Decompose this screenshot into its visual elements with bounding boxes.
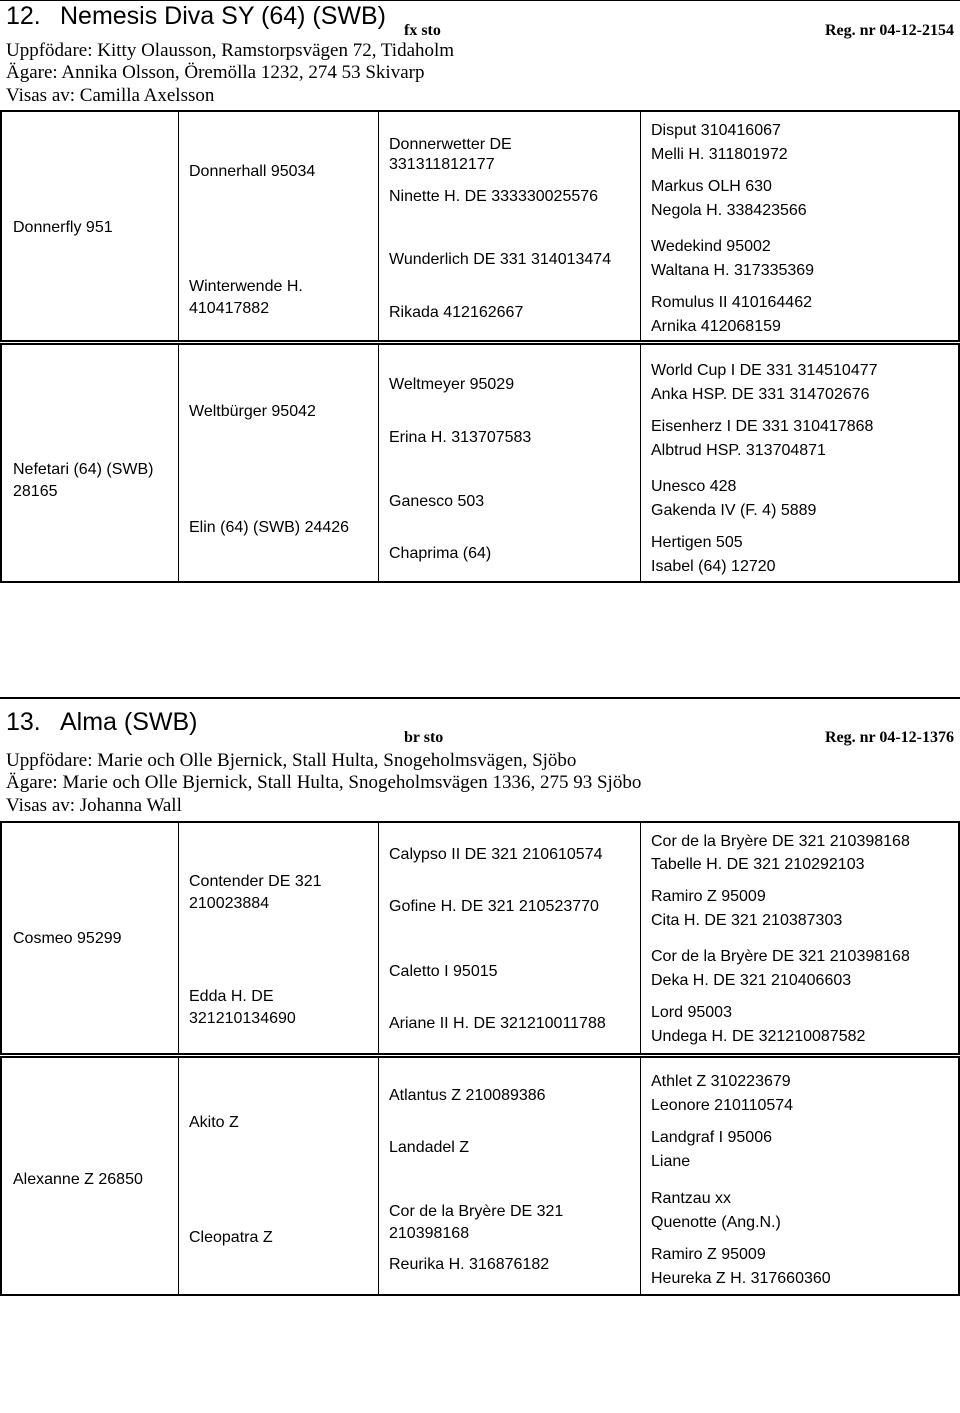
gggp-9: Athlet Z 310223679 xyxy=(651,1073,791,1090)
dam-line1: Nefetari (64) (SWB) xyxy=(13,461,154,478)
shown-by: Visas av: Johanna Wall xyxy=(6,795,182,816)
gggp-3: Markus OLH 630 xyxy=(651,178,772,195)
sire-dam-line2: 410417882 xyxy=(189,300,270,317)
dam-line2: 28165 xyxy=(13,483,58,500)
entry-number: 12. xyxy=(6,2,41,30)
gggp-9: World Cup I DE 331 314510477 xyxy=(651,362,878,379)
shown-by: Visas av: Camilla Axelsson xyxy=(6,85,215,106)
gggp-12: Albtrud HSP. 313704871 xyxy=(651,442,826,459)
gggp-7: Romulus II 410164462 xyxy=(651,294,812,311)
pedigree-sire-box xyxy=(0,821,960,1055)
dam-sire: Akito Z xyxy=(189,1114,239,1131)
gggp-5: Wedekind 95002 xyxy=(651,238,771,255)
sire-sire: Donnerhall 95034 xyxy=(189,163,316,180)
ggd-3: Erina H. 313707583 xyxy=(389,429,532,446)
ggs-1-line1: Donnerwetter DE xyxy=(389,136,512,153)
ggs-3: Weltmeyer 95029 xyxy=(389,376,515,393)
gggp-14: Quenotte (Ang.N.) xyxy=(651,1214,781,1231)
gggp-10: Anka HSP. DE 331 314702676 xyxy=(651,386,870,403)
ggd-1: Ninette H. DE 333330025576 xyxy=(389,188,599,205)
ggd-4: Chaprima (64) xyxy=(389,545,492,562)
gggp-13: Unesco 428 xyxy=(651,478,737,495)
gggp-11: Landgraf I 95006 xyxy=(651,1129,772,1146)
horse-name: Nemesis Diva SY (64) (SWB) xyxy=(60,2,386,30)
gggp-4: Cita H. DE 321 210387303 xyxy=(651,912,843,929)
reg-number: Reg. nr 04-12-1376 xyxy=(824,729,954,746)
gggp-6: Deka H. DE 321 210406603 xyxy=(651,972,852,989)
owner: Ägare: Marie och Olle Bjernick, Stall Hulta, Snogeholmsvägen 1336, 275 93 Sjöbo xyxy=(6,772,642,793)
sire: Cosmeo 95299 xyxy=(13,930,122,947)
gggp-12: Liane xyxy=(651,1153,691,1170)
gggp-15: Hertigen 505 xyxy=(651,534,743,551)
top-rule xyxy=(0,0,960,1)
gggp-1: Disput 310416067 xyxy=(651,122,781,139)
sire-sire-line1: Contender DE 321 xyxy=(189,873,322,890)
section-rule xyxy=(0,697,960,699)
ggd-3: Landadel Z xyxy=(389,1139,470,1156)
breeder: Uppfödare: Kitty Olausson, Ramstorpsvägen 72, Tidaholm xyxy=(6,40,455,61)
gggp-4: Negola H. 338423566 xyxy=(651,202,807,219)
gggp-10: Leonore 210110574 xyxy=(651,1097,794,1114)
ggs-3: Atlantus Z 210089386 xyxy=(389,1087,546,1104)
breeder: Uppfödare: Marie och Olle Bjernick, Stall Hulta, Snogeholmsvägen, Sjöbo xyxy=(6,750,577,771)
ggs-4-line1: Cor de la Bryère DE 321 xyxy=(389,1203,564,1220)
ggs-1-line2: 331311812177 xyxy=(389,156,495,173)
gggp-16: Isabel (64) 12720 xyxy=(651,558,776,575)
dam-dam: Cleopatra Z xyxy=(189,1229,273,1246)
gggp-8: Undega H. DE 321210087582 xyxy=(651,1028,866,1045)
sire: Donnerfly 951 xyxy=(13,219,113,236)
gggp-2: Melli H. 311801972 xyxy=(651,146,788,163)
ggd-2: Ariane II H. DE 321210011788 xyxy=(389,1015,606,1032)
sex-label: fx sto xyxy=(404,22,441,39)
sire-sire-line2: 210023884 xyxy=(189,895,270,912)
gggp-14: Gakenda IV (F. 4) 5889 xyxy=(651,502,817,519)
horse-name: Alma (SWB) xyxy=(60,708,198,736)
ggs-2: Caletto I 95015 xyxy=(389,963,498,980)
ggd-1: Gofine H. DE 321 210523770 xyxy=(389,898,599,915)
dam: Alexanne Z 26850 xyxy=(13,1171,143,1188)
gggp-16: Heureka Z H. 317660360 xyxy=(651,1270,831,1287)
pedigree-dam-box xyxy=(0,343,960,583)
gggp-7: Lord 95003 xyxy=(651,1004,732,1021)
gggp-15: Ramiro Z 95009 xyxy=(651,1246,766,1263)
gggp-3: Ramiro Z 95009 xyxy=(651,888,766,905)
gggp-2: Tabelle H. DE 321 210292103 xyxy=(651,856,865,873)
reg-number: Reg. nr 04-12-2154 xyxy=(824,22,954,39)
gggp-1: Cor de la Bryère DE 321 210398168 xyxy=(651,833,910,850)
ggs-2: Wunderlich DE 331 314013474 xyxy=(389,251,612,268)
ggs-4: Ganesco 503 xyxy=(389,493,485,510)
pedigree-dam-box xyxy=(0,1056,960,1296)
sire-dam-line1: Winterwende H. xyxy=(189,278,303,295)
sire-dam-line2: 321210134690 xyxy=(189,1010,296,1027)
ggd-4: Reurika H. 316876182 xyxy=(389,1256,550,1273)
dam-sire: Weltbürger 95042 xyxy=(189,403,316,420)
ggd-2: Rikada 412162667 xyxy=(389,304,524,321)
gggp-11: Eisenherz I DE 331 310417868 xyxy=(651,418,874,435)
owner: Ägare: Annika Olsson, Öremölla 1232, 274 53 Skivarp xyxy=(6,62,425,83)
ggs-1: Calypso II DE 321 210610574 xyxy=(389,846,603,863)
dam-dam: Elin (64) (SWB) 24426 xyxy=(189,519,350,536)
gggp-8: Arnika 412068159 xyxy=(651,318,781,335)
gggp-5: Cor de la Bryère DE 321 210398168 xyxy=(651,948,910,965)
ggs-4-line2: 210398168 xyxy=(389,1225,470,1242)
entry-number: 13. xyxy=(6,708,41,736)
sex-label: br sto xyxy=(404,729,444,746)
gggp-13: Rantzau xx xyxy=(651,1190,732,1207)
pedigree-sire-box xyxy=(0,110,960,342)
gggp-6: Waltana H. 317335369 xyxy=(651,262,815,279)
sire-dam-line1: Edda H. DE xyxy=(189,988,274,1005)
